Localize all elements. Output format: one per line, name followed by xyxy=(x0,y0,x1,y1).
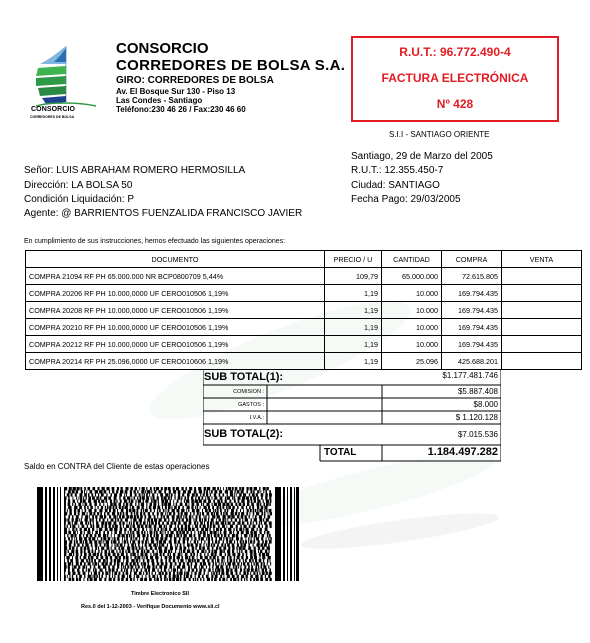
invoice-type: FACTURA ELECTRÓNICA xyxy=(381,71,529,85)
cell-compra: 169.794.435 xyxy=(442,319,502,336)
comision-label: COMISION : xyxy=(233,389,264,395)
cell-precio: 109,79 xyxy=(325,268,382,285)
cell-documento: COMPRA 20214 RF PH 25.096,0000 UF CERO010606 1,19% xyxy=(26,353,325,370)
iva-label: I.V.A.: xyxy=(249,415,264,421)
cell-cantidad: 10.000 xyxy=(382,336,442,353)
sii-office: S.I.I - SANTIAGO ORIENTE xyxy=(389,130,490,139)
cell-precio: 1,19 xyxy=(325,319,382,336)
timbre-title: Timbre Electronico SII xyxy=(131,591,189,597)
table-row xyxy=(26,302,582,319)
cell-documento: COMPRA 20206 RF PH 10.000,0000 UF CERO010506 1,19% xyxy=(26,285,325,302)
col-header-documento: DOCUMENTO xyxy=(26,251,325,268)
logo-name: CONSORCIO xyxy=(31,106,76,113)
cell-venta xyxy=(502,268,582,285)
barcode-stamp xyxy=(37,487,299,581)
cell-venta xyxy=(502,336,582,353)
cell-compra: 72.615.805 xyxy=(442,268,502,285)
invoice-number: Nº 428 xyxy=(436,97,474,111)
table-row xyxy=(26,285,582,302)
company-name: CONSORCIO xyxy=(116,40,209,57)
subtotal2-value: $7.015.536 xyxy=(457,430,498,439)
cell-precio: 1,19 xyxy=(325,285,382,302)
iva-value: $ 1.120.128 xyxy=(455,413,498,422)
cell-cantidad: 25.096 xyxy=(382,353,442,370)
subtotal1-label: SUB TOTAL(1): xyxy=(204,371,284,383)
gastos-label: GASTOS : xyxy=(238,402,264,408)
client-rut: R.U.T.: 12.355.450-7 xyxy=(351,165,444,176)
cell-documento: COMPRA 21094 RF PH 65.000.000 NR BCP0800709 5,44% xyxy=(26,268,325,285)
cell-cantidad: 10.000 xyxy=(382,285,442,302)
table-row xyxy=(26,336,582,353)
col-header-venta: VENTA xyxy=(502,251,582,268)
cell-compra: 169.794.435 xyxy=(442,302,502,319)
company-giro: GIRO: CORREDORES DE BOLSA xyxy=(116,75,274,86)
cell-compra: 425.688.201 xyxy=(442,353,502,370)
client-city: Ciudad: SANTIAGO xyxy=(351,180,440,191)
timbre-verify: Res.0 del 1-12-2003 - Verifique Documento www.sii.cl xyxy=(81,604,220,610)
cell-venta xyxy=(502,285,582,302)
company-phone: Teléfono:230 46 26 / Fax:230 46 60 xyxy=(116,105,246,114)
cell-cantidad: 65.000.000 xyxy=(382,268,442,285)
cell-precio: 1,19 xyxy=(325,302,382,319)
total-value: 1.184.497.282 xyxy=(427,446,498,458)
invoice-rut: R.U.T.: 96.772.490-4 xyxy=(399,45,511,59)
cell-cantidad: 10.000 xyxy=(382,319,442,336)
total-label: TOTAL xyxy=(324,447,357,458)
cell-compra: 169.794.435 xyxy=(442,336,502,353)
invoice-date: Santiago, 29 de Marzo del 2005 xyxy=(351,151,493,162)
col-header-cantidad: CANTIDAD xyxy=(382,251,442,268)
company-name-full: CORREDORES DE BOLSA S.A. xyxy=(116,57,346,74)
cell-documento: COMPRA 20210 RF PH 10.000,0000 UF CERO010506 1,19% xyxy=(26,319,325,336)
table-row xyxy=(26,268,582,285)
operations-intro: En cumplimiento de sus instrucciones, hemos efectuado las siguientes operaciones: xyxy=(24,238,286,245)
client-agent: Agente: @ BARRIENTOS FUENZALIDA FRANCISCO JAVIER xyxy=(24,208,303,219)
cell-documento: COMPRA 20208 RF PH 10.000,0000 UF CERO010506 1,19% xyxy=(26,302,325,319)
comision-value: $5.887.408 xyxy=(457,387,498,396)
cell-precio: 1,19 xyxy=(325,353,382,370)
cell-venta xyxy=(502,319,582,336)
operations-table xyxy=(25,250,582,370)
cell-precio: 1,19 xyxy=(325,336,382,353)
cell-venta xyxy=(502,353,582,370)
cell-venta xyxy=(502,302,582,319)
company-address: Av. El Bosque Sur 130 - Piso 13 xyxy=(116,87,236,96)
table-row xyxy=(26,353,582,370)
cell-compra: 169.794.435 xyxy=(442,285,502,302)
col-header-precio: PRECIO / U xyxy=(325,251,382,268)
invoice-id-box xyxy=(351,36,559,122)
client-name: Señor: LUIS ABRAHAM ROMERO HERMOSILLA xyxy=(24,165,246,176)
cell-documento: COMPRA 20212 RF PH 10.000,0000 UF CERO010506 1,19% xyxy=(26,336,325,353)
logo-subtitle: CORREDORES DE BOLSA xyxy=(30,115,75,119)
col-header-compra: COMPRA xyxy=(442,251,502,268)
company-city: Las Condes - Santiago xyxy=(116,96,203,105)
cell-cantidad: 10.000 xyxy=(382,302,442,319)
client-address: Dirección: LA BOLSA 50 xyxy=(24,180,133,191)
client-condition: Condición Liquidación: P xyxy=(24,194,135,205)
gastos-value: $8.000 xyxy=(473,400,498,409)
subtotal2-label: SUB TOTAL(2): xyxy=(204,428,284,440)
table-header-row xyxy=(26,251,582,268)
balance-note: Saldo en CONTRA del Cliente de estas operaciones xyxy=(24,462,210,471)
table-row xyxy=(26,319,582,336)
payment-date: Fecha Pago: 29/03/2005 xyxy=(351,194,461,205)
subtotal1-value: $1.177.481.746 xyxy=(442,371,498,380)
